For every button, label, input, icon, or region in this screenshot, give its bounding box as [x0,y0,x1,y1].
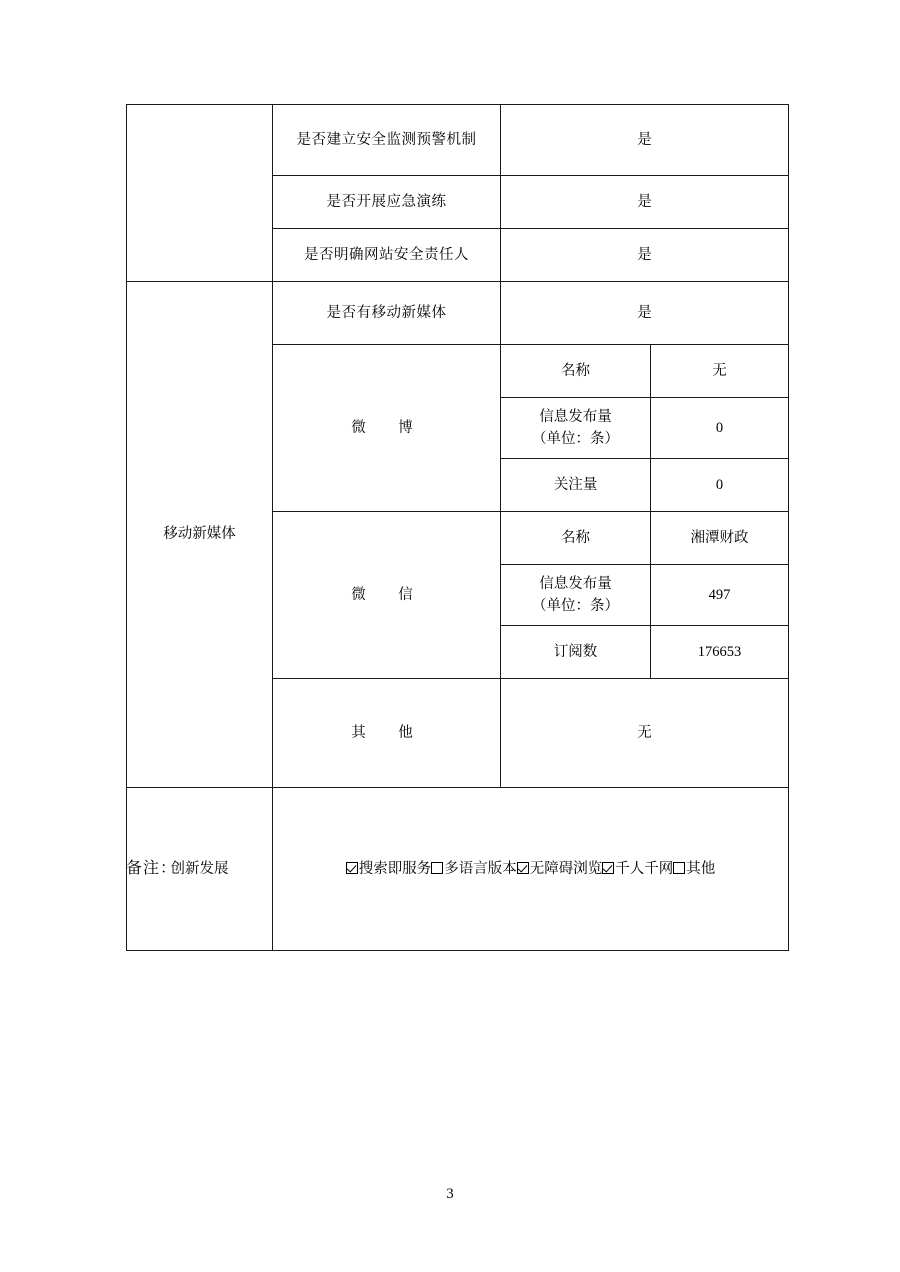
remark-label: 备注： [126,860,178,877]
security-value-1: 是 [501,176,789,229]
security-label-2: 是否明确网站安全责任人 [273,229,501,282]
weibo-field-value-2: 0 [651,459,789,512]
innovation-option-1[interactable] [431,861,517,877]
has-media-label: 是否有移动新媒体 [273,282,501,345]
weibo-field-name-1 [501,398,651,459]
innovation-options-list [277,858,784,880]
weixin-field-name-1-line2: （单位：条） [532,598,619,614]
security-value-2: 是 [501,229,789,282]
innovation-option-2-label: 无障碍浏览 [529,860,603,877]
table-row [127,788,789,951]
checkbox-icon[interactable] [673,862,685,874]
weibo-field-value-0: 无 [651,345,789,398]
checkbox-icon[interactable] [602,862,614,874]
weibo-field-name-0: 名称 [501,345,651,398]
weixin-field-name-0: 名称 [501,512,651,565]
weixin-field-name-1-line1: 信息发布量 [539,575,612,592]
security-section-label [127,105,273,282]
has-media-value: 是 [501,282,789,345]
other-media-label: 其 他 [273,679,501,788]
checkbox-icon[interactable] [517,862,529,874]
weixin-field-value-1: 497 [651,565,789,626]
weixin-field-value-0: 湘潭财政 [651,512,789,565]
innovation-option-4[interactable] [673,861,715,877]
weixin-field-name-1 [501,565,651,626]
page-number: 3 [446,1186,454,1202]
innovation-option-0-label: 搜索即服务 [358,860,432,877]
weibo-field-name-1-line1: 信息发布量 [539,408,612,425]
weixin-label: 微 信 [273,512,501,679]
innovation-option-4-label: 其他 [686,860,716,877]
weixin-field-value-2: 176653 [651,626,789,679]
weibo-field-name-2: 关注量 [501,459,651,512]
weibo-label: 微 博 [273,345,501,512]
innovation-label: 创新发展 [127,788,273,951]
website-report-table [126,104,789,951]
table-row [127,282,789,345]
innovation-options-cell [273,788,789,951]
weibo-field-value-1: 0 [651,398,789,459]
weibo-field-name-1-line2: （单位：条） [532,431,619,447]
checkbox-icon[interactable] [431,862,443,874]
other-media-value: 无 [501,679,789,788]
security-label-1: 是否开展应急演练 [273,176,501,229]
table-row [127,105,789,176]
innovation-option-3[interactable] [602,861,673,877]
innovation-option-3-label: 千人千网 [615,860,674,877]
innovation-option-0[interactable] [346,861,432,877]
innovation-option-2[interactable] [517,861,603,877]
media-section-label: 移动新媒体 [127,282,273,788]
security-value-0: 是 [501,105,789,176]
checkbox-icon[interactable] [346,862,358,874]
weixin-field-name-2: 订阅数 [501,626,651,679]
innovation-option-1-label: 多语言版本 [444,860,517,877]
security-label-0: 是否建立安全监测预警机制 [273,105,501,176]
